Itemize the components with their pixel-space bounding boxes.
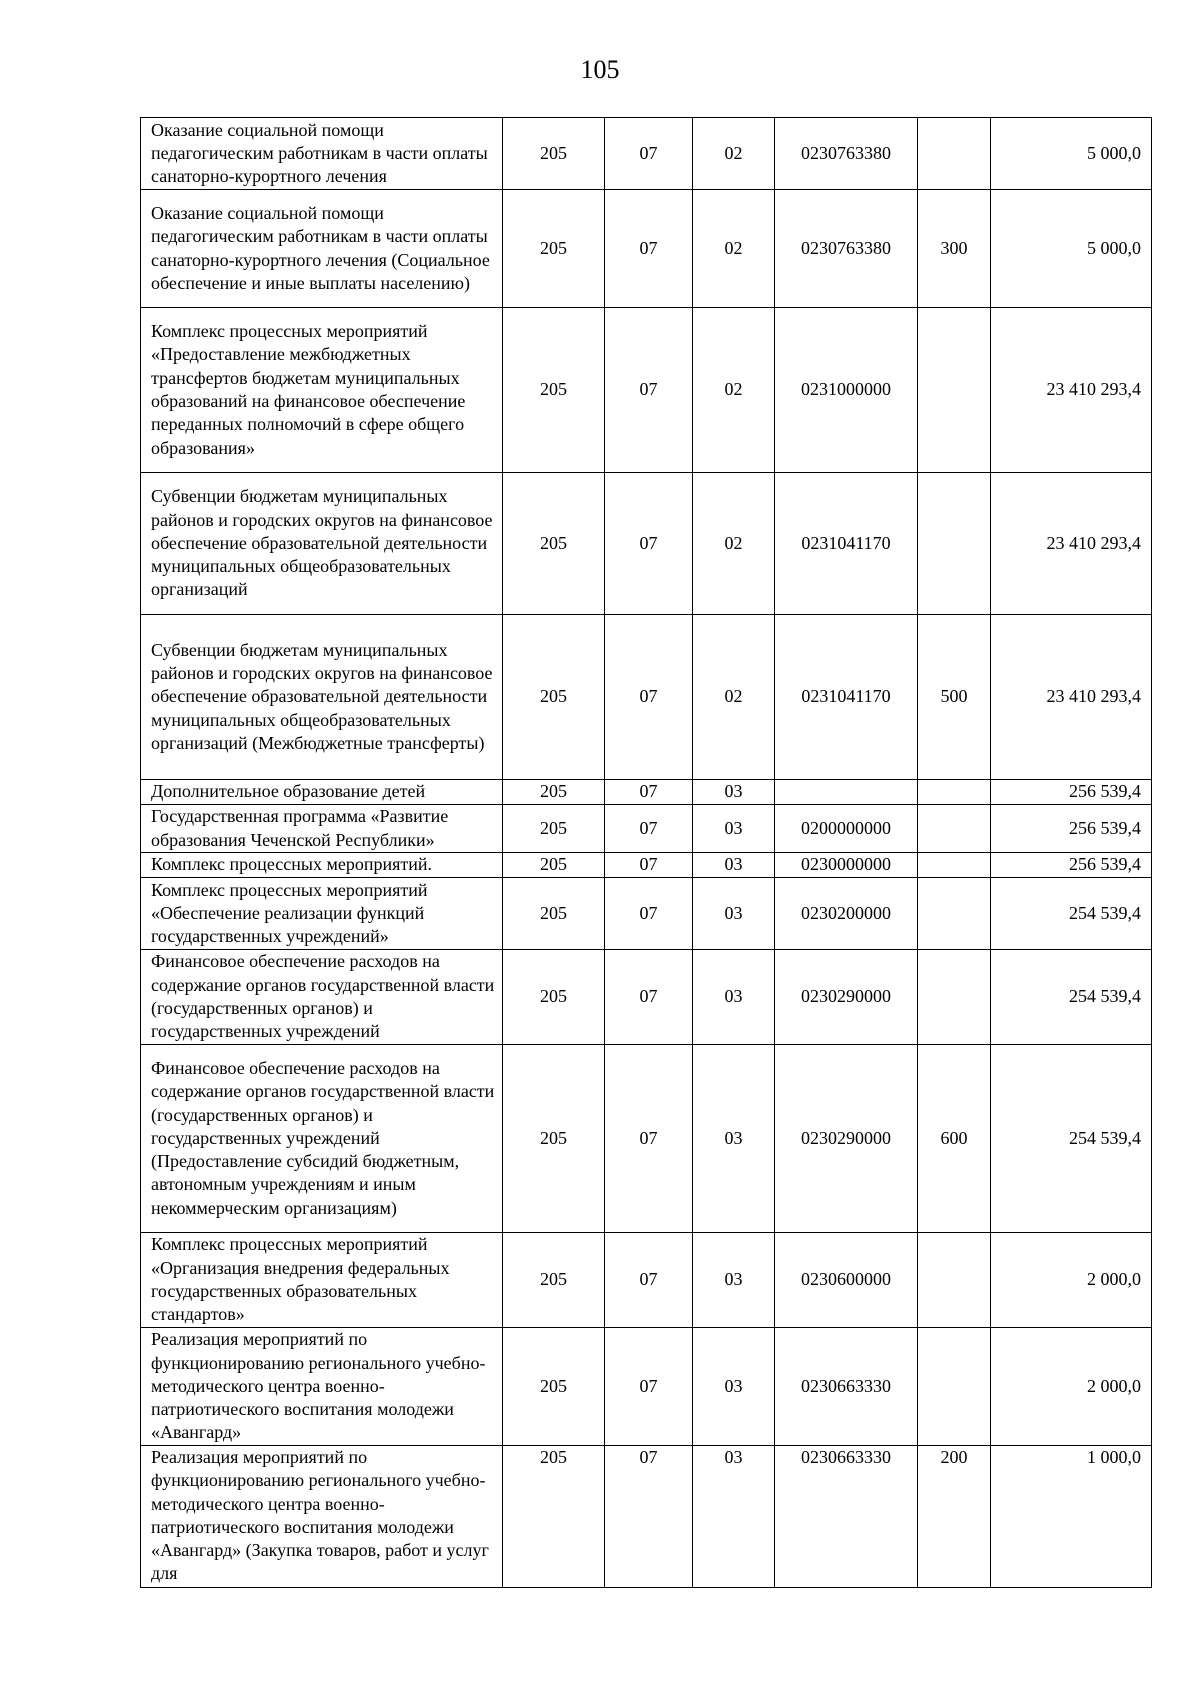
- cell-section: 07: [605, 1328, 693, 1446]
- cell-grbs: 205: [503, 853, 605, 878]
- cell-expense-type: [918, 1233, 991, 1328]
- cell-grbs: 205: [503, 118, 605, 190]
- cell-amount: 1 000,0: [991, 1446, 1152, 1588]
- cell-name: Комплекс процессных мероприятий «Обеспечение реализации функций государственных учреждений»: [141, 878, 503, 950]
- cell-grbs: 205: [503, 190, 605, 308]
- table-row: [141, 190, 1152, 308]
- cell-section: 07: [605, 308, 693, 473]
- cell-subsection: 03: [693, 853, 775, 878]
- cell-section: 07: [605, 1233, 693, 1328]
- cell-target-article: 0231000000: [775, 308, 918, 473]
- cell-amount: 256 539,4: [991, 805, 1152, 853]
- cell-name: Дополнительное образование детей: [141, 780, 503, 805]
- cell-target-article: 0230763380: [775, 118, 918, 190]
- table-row: [141, 1446, 1152, 1588]
- cell-name: Субвенции бюджетам муниципальных районов и городских округов на финансовое обеспечение образовательной деятельности муниципальных общеобразовательных организаций: [141, 473, 503, 615]
- table-row: [141, 878, 1152, 950]
- cell-grbs: 205: [503, 1328, 605, 1446]
- cell-section: 07: [605, 1446, 693, 1588]
- cell-target-article: 0230663330: [775, 1446, 918, 1588]
- cell-expense-type: [918, 878, 991, 950]
- cell-section: 07: [605, 878, 693, 950]
- cell-amount: 256 539,4: [991, 780, 1152, 805]
- cell-section: 07: [605, 473, 693, 615]
- cell-expense-type: [918, 853, 991, 878]
- cell-grbs: 205: [503, 615, 605, 780]
- table-row: [141, 950, 1152, 1045]
- cell-subsection: 03: [693, 780, 775, 805]
- cell-amount: 23 410 293,4: [991, 615, 1152, 780]
- cell-name: Субвенции бюджетам муниципальных районов и городских округов на финансовое обеспечение образовательной деятельности муниципальных общеобразовательных организаций (Межбюджетные трансферты): [141, 615, 503, 780]
- cell-subsection: 02: [693, 615, 775, 780]
- budget-table: [140, 117, 1152, 1588]
- cell-amount: 23 410 293,4: [991, 473, 1152, 615]
- cell-amount: 5 000,0: [991, 190, 1152, 308]
- cell-target-article: 0200000000: [775, 805, 918, 853]
- cell-amount: 256 539,4: [991, 853, 1152, 878]
- cell-grbs: 205: [503, 308, 605, 473]
- cell-expense-type: [918, 950, 991, 1045]
- cell-subsection: 02: [693, 190, 775, 308]
- cell-name: Оказание социальной помощи педагогическим работникам в части оплаты санаторно-курортного лечения (Социальное обеспечение и иные выплаты населению): [141, 190, 503, 308]
- cell-amount: 254 539,4: [991, 1045, 1152, 1233]
- cell-name: Комплекс процессных мероприятий.: [141, 853, 503, 878]
- cell-subsection: 02: [693, 118, 775, 190]
- cell-expense-type: [918, 118, 991, 190]
- cell-expense-type: 300: [918, 190, 991, 308]
- cell-section: 07: [605, 780, 693, 805]
- cell-section: 07: [605, 1045, 693, 1233]
- cell-subsection: 03: [693, 1328, 775, 1446]
- cell-subsection: 02: [693, 308, 775, 473]
- cell-subsection: 03: [693, 805, 775, 853]
- cell-section: 07: [605, 190, 693, 308]
- cell-name: Финансовое обеспечение расходов на содержание органов государственной власти (государственных органов) и государственных учреждений: [141, 950, 503, 1045]
- cell-subsection: 03: [693, 950, 775, 1045]
- cell-name: Оказание социальной помощи педагогическим работникам в части оплаты санаторно-курортного лечения: [141, 118, 503, 190]
- cell-target-article: 0230200000: [775, 878, 918, 950]
- cell-grbs: 205: [503, 780, 605, 805]
- cell-section: 07: [605, 950, 693, 1045]
- cell-expense-type: [918, 473, 991, 615]
- cell-subsection: 03: [693, 1045, 775, 1233]
- cell-target-article: 0230663330: [775, 1328, 918, 1446]
- table-row: [141, 1328, 1152, 1446]
- cell-grbs: 205: [503, 878, 605, 950]
- cell-name: Комплекс процессных мероприятий «Предоставление межбюджетных трансфертов бюджетам муниципальных образований на финансовое обеспечение переданных полномочий в сфере общего образования»: [141, 308, 503, 473]
- cell-expense-type: [918, 308, 991, 473]
- cell-expense-type: [918, 780, 991, 805]
- table-row: [141, 1045, 1152, 1233]
- cell-target-article: 0230600000: [775, 1233, 918, 1328]
- cell-target-article: 0231041170: [775, 473, 918, 615]
- cell-amount: 254 539,4: [991, 950, 1152, 1045]
- table-row: [141, 615, 1152, 780]
- cell-subsection: 02: [693, 473, 775, 615]
- cell-target-article: 0230290000: [775, 1045, 918, 1233]
- cell-grbs: 205: [503, 1446, 605, 1588]
- cell-target-article: [775, 780, 918, 805]
- table-row: [141, 1233, 1152, 1328]
- cell-amount: 23 410 293,4: [991, 308, 1152, 473]
- cell-name: Государственная программа «Развитие образования Чеченской Республики»: [141, 805, 503, 853]
- page-number: 105: [580, 55, 620, 84]
- cell-amount: 2 000,0: [991, 1233, 1152, 1328]
- table-row: [141, 805, 1152, 853]
- cell-grbs: 205: [503, 473, 605, 615]
- cell-expense-type: [918, 1328, 991, 1446]
- cell-target-article: 0230290000: [775, 950, 918, 1045]
- cell-section: 07: [605, 805, 693, 853]
- table-row: [141, 473, 1152, 615]
- cell-amount: 254 539,4: [991, 878, 1152, 950]
- cell-grbs: 205: [503, 950, 605, 1045]
- cell-grbs: 205: [503, 1233, 605, 1328]
- table-row: [141, 780, 1152, 805]
- cell-subsection: 03: [693, 1233, 775, 1328]
- table-row: [141, 853, 1152, 878]
- table-row: [141, 118, 1152, 190]
- cell-section: 07: [605, 853, 693, 878]
- cell-target-article: 0230763380: [775, 190, 918, 308]
- table-row: [141, 308, 1152, 473]
- cell-expense-type: 600: [918, 1045, 991, 1233]
- cell-section: 07: [605, 615, 693, 780]
- cell-name: Реализация мероприятий по функционированию регионального учебно-методического центра военно-патриотического воспитания молодежи «Авангард» (Закупка товаров, работ и услуг для: [141, 1446, 503, 1588]
- cell-section: 07: [605, 118, 693, 190]
- cell-grbs: 205: [503, 1045, 605, 1233]
- cell-subsection: 03: [693, 878, 775, 950]
- cell-grbs: 205: [503, 805, 605, 853]
- cell-name: Комплекс процессных мероприятий «Организация внедрения федеральных государственных образовательных стандартов»: [141, 1233, 503, 1328]
- cell-name: Реализация мероприятий по функционированию регионального учебно-методического центра военно-патриотического воспитания молодежи «Авангард»: [141, 1328, 503, 1446]
- cell-name: Финансовое обеспечение расходов на содержание органов государственной власти (государственных органов) и государственных учреждений (Предоставление субсидий бюджетным, автономным учреждениям и иным некоммерческим организациям): [141, 1045, 503, 1233]
- cell-target-article: 0230000000: [775, 853, 918, 878]
- cell-amount: 5 000,0: [991, 118, 1152, 190]
- cell-subsection: 03: [693, 1446, 775, 1588]
- cell-expense-type: 200: [918, 1446, 991, 1588]
- cell-target-article: 0231041170: [775, 615, 918, 780]
- cell-amount: 2 000,0: [991, 1328, 1152, 1446]
- cell-expense-type: [918, 805, 991, 853]
- cell-expense-type: 500: [918, 615, 991, 780]
